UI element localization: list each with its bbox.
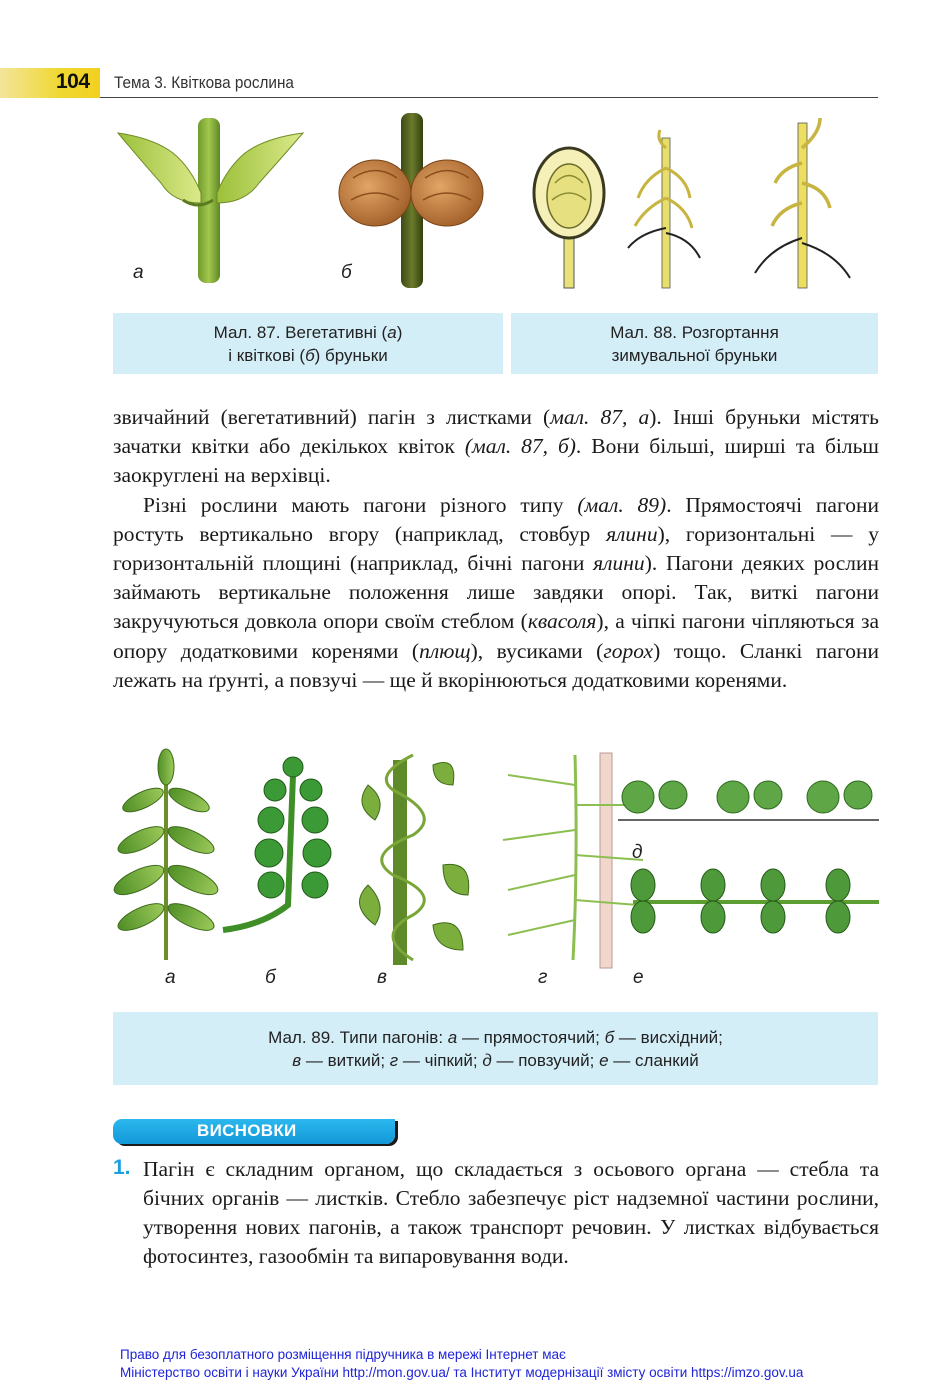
figure-88-caption: Мал. 88. Розгортання зимувальної бруньки	[511, 313, 878, 374]
paragraph-2: Різні рослини мають пагони різного типу (мал. 89). Прямостоячі пагони ростуть вертикально вгору (наприклад, стовбур ялини), горизонтальні — у горизонтальній площині (наприклад, бічні пагони ялини). Пагони деяких рослин займають вертикальне положення лише завдяки опорі. Так, виткі пагони закручуються довкола опори своїм стеблом (квасоля), а чіпкі пагони чіпляються за опору додатковими коренями (плющ), вусиками (горох) тощо. Сланкі пагони лежать на ґрунті, а повзучі — ще й вкорінюються додатковими коренями.	[113, 492, 880, 692]
conclusion-number: 1.	[113, 1156, 131, 1179]
figure-88-bud-unfolding-illustration	[520, 108, 880, 293]
footer-license-line-2: Міністерство освіти і науки України http://mon.gov.ua/ та Інститут модернізації змісту освіти https://imzo.gov.ua	[120, 1365, 804, 1380]
creeping-shoot-drawing	[618, 781, 879, 820]
erect-shoot-drawing	[113, 749, 222, 960]
footer-license-line-1: Право для безоплатного розміщення підручника в мережі Інтернет має	[120, 1347, 566, 1362]
paragraph-1: звичайний (вегетативний) пагін з листками (мал. 87, а). Інші бруньки містять зачатки квітки або декількох квіток (мал. 87, б). Вони більші, ширші та більш заокруглені на верхівці.	[113, 405, 879, 488]
climbing-shoot-drawing	[503, 753, 643, 968]
figure-89-letter-e: е	[633, 967, 644, 988]
trailing-shoot-drawing	[631, 869, 879, 933]
figure-89-letter-v: в	[377, 967, 387, 988]
twining-shoot-drawing	[359, 755, 468, 965]
running-title: Тема 3. Квіткова рослина	[114, 73, 294, 92]
figure-89-letter-g: г	[538, 967, 548, 988]
body-text	[113, 403, 879, 695]
figure-87-buds-illustration	[113, 108, 503, 308]
conclusions-title: ВИСНОВКИ	[197, 1121, 297, 1140]
winter-bud-cross-section	[534, 148, 604, 288]
ascending-shoot-drawing	[223, 757, 331, 930]
header-rule	[100, 97, 878, 98]
figure-89-letter-b: б	[265, 967, 276, 988]
flower-bud-drawing	[339, 113, 483, 288]
figure-89-caption: Мал. 89. Типи пагонів: а — прямостоячий; б — висхідний; в — виткий; г — чіпкий; д — повзучий; е — сланкий	[113, 1012, 878, 1085]
figure-89-shoot-types-illustration	[113, 745, 879, 970]
conclusion-text: Пагін є складним органом, що складається з осьового органа — стебла та бічних органів — листків. Стебло забезпечує ріст надземної частини рослини, утворення нових пагонів, а також транспорт речовин. У листках відбувається фотосинтез, газообмін та випаровування води.	[143, 1157, 879, 1268]
page-number: 104	[56, 70, 90, 93]
vegetative-bud-drawing	[118, 118, 303, 283]
figure-89-letter-d: д	[632, 842, 643, 863]
unfolding-shoot-stage-1	[628, 130, 700, 288]
figure-87-letter-a: а	[133, 262, 144, 283]
figure-89-letter-a: а	[165, 967, 176, 988]
figure-87-caption: Мал. 87. Вегетативні (а) і квіткові (б) бруньки	[113, 313, 503, 374]
figure-87-letter-b: б	[341, 262, 352, 283]
unfolding-shoot-stage-2	[755, 118, 850, 288]
